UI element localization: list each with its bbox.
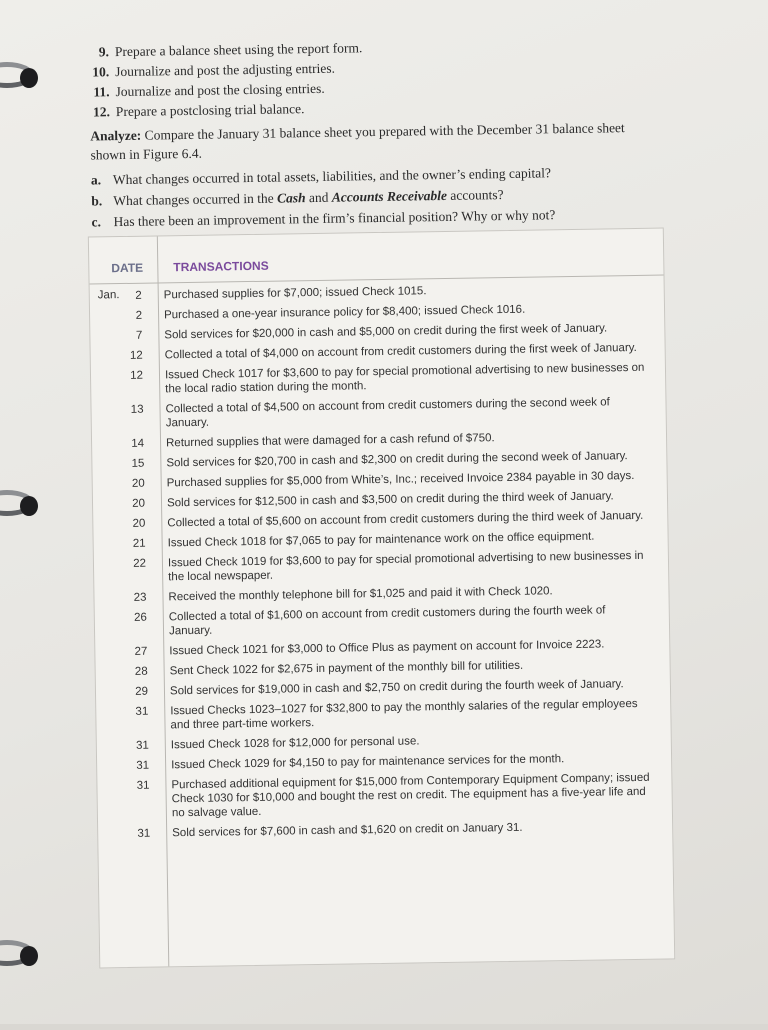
row-day: 31 xyxy=(136,779,150,792)
table-row xyxy=(97,770,672,821)
row-day: 31 xyxy=(136,759,150,772)
row-day: 23 xyxy=(133,591,147,604)
table-row xyxy=(90,321,664,344)
row-transaction: Collected a total of $5,600 on account from credit customers during the third week of January. xyxy=(167,509,644,530)
row-transaction: Purchased a one-year insurance policy for $8,400; issued Check 1016. xyxy=(163,303,526,322)
table-row xyxy=(91,341,665,364)
analysis-questions xyxy=(91,162,556,232)
row-transaction: Sent Check 1022 for $2,675 in payment of the monthly bill for utilities. xyxy=(169,659,524,678)
analyze-paragraph xyxy=(90,118,661,165)
step-text: Prepare a postclosing trial balance. xyxy=(115,101,305,120)
row-transaction: Collected a total of $1,600 on account from credit customers during the fourth week of January. xyxy=(168,604,606,638)
row-day: 28 xyxy=(134,665,148,678)
question-text-part: accounts? xyxy=(446,187,504,203)
instruction-steps xyxy=(79,38,364,122)
row-transaction: Collected a total of $4,500 on account from credit customers during the second week of January. xyxy=(165,396,610,430)
row-day: 31 xyxy=(135,705,149,718)
row-day: 22 xyxy=(133,557,147,570)
analyze-text: Compare the January 31 balance sheet you prepared with the December 31 balance sheet shown in Figure 6.4. xyxy=(90,120,625,163)
table-row xyxy=(91,361,665,398)
table-row xyxy=(92,448,666,471)
row-transaction: Purchased additional equipment for $15,000 from Contemporary Equipment Company; issued Check 1030 for $10,000 and bought the rest on credit. The equipment has a five-year life and no salvage value. xyxy=(171,771,650,820)
row-transaction: Issued Check 1028 for $12,000 for personal use. xyxy=(170,735,420,752)
month-label: Jan. xyxy=(97,289,120,302)
row-day: 13 xyxy=(130,403,144,416)
analyze-label: Analyze: xyxy=(90,127,142,144)
question-text-part: What changes occurred in the xyxy=(113,190,278,209)
row-day: 12 xyxy=(130,369,144,382)
table-row xyxy=(90,301,664,324)
transactions-table xyxy=(88,228,675,969)
table-row xyxy=(93,508,667,531)
cash-account-term: Cash xyxy=(276,190,306,206)
date-column-header: DATE xyxy=(111,260,144,276)
step-item xyxy=(80,98,364,122)
row-day: 26 xyxy=(133,611,147,624)
row-transaction: Issued Check 1019 for $3,600 to pay for special promotional advertising to new businesses in the local newspaper. xyxy=(167,549,644,584)
table-row xyxy=(92,429,666,452)
row-day: 20 xyxy=(132,517,146,530)
table-row xyxy=(94,528,668,551)
accounts-receivable-term: Accounts Receivable xyxy=(331,187,448,205)
row-day: 12 xyxy=(129,349,143,362)
row-transaction: Issued Check 1017 for $3,600 to pay for special promotional advertising to new businesses on the local radio station during the month. xyxy=(164,361,645,396)
table-row xyxy=(95,602,669,639)
table-row xyxy=(94,582,668,605)
transactions-column-header: TRANSACTIONS xyxy=(173,258,269,275)
table-row xyxy=(96,676,670,699)
row-transaction: Issued Check 1029 for $4,150 to pay for maintenance services for the month. xyxy=(171,753,565,772)
row-day: 15 xyxy=(131,457,145,470)
row-day: 7 xyxy=(135,329,143,342)
row-day: 21 xyxy=(132,537,146,550)
step-text: Journalize and post the adjusting entries. xyxy=(115,60,336,80)
table-row xyxy=(96,656,670,679)
row-day: 2 xyxy=(135,309,143,322)
table-row xyxy=(97,730,671,753)
row-day: 29 xyxy=(135,685,149,698)
row-day: 31 xyxy=(135,739,149,752)
row-transaction: Purchased supplies for $7,000; issued Check 1015. xyxy=(163,285,427,302)
row-day: 20 xyxy=(131,477,145,490)
transaction-rows xyxy=(90,281,673,848)
row-day: 2 xyxy=(135,289,142,302)
row-transaction: Received the monthly telephone bill for $1,025 and paid it with Check 1020. xyxy=(168,585,553,604)
table-row xyxy=(93,468,667,491)
row-transaction: Issued Check 1018 for $7,065 to pay for maintenance work on the office equipment. xyxy=(167,530,595,550)
table-row xyxy=(96,696,670,733)
row-transaction: Purchased supplies for $5,000 from White’s, Inc.; received Invoice 2384 payable in 30 days. xyxy=(166,470,635,490)
row-day: 20 xyxy=(132,497,146,510)
row-transaction: Returned supplies that were damaged for a cash refund of $750. xyxy=(165,432,495,450)
row-day: 14 xyxy=(131,437,145,450)
table-row xyxy=(90,281,664,304)
row-transaction: Sold services for $20,000 in cash and $5,000 on credit during the first week of January. xyxy=(164,322,608,342)
question-text: Has there been an improvement in the firm’s financial position? Why or why not? xyxy=(113,207,556,230)
row-day: 27 xyxy=(134,645,148,658)
question-letter: b. xyxy=(91,193,103,209)
table-row xyxy=(91,395,665,432)
table-row xyxy=(94,548,668,585)
table-row xyxy=(98,818,672,841)
question-text-part: and xyxy=(305,189,332,206)
step-number: 9. xyxy=(98,44,110,60)
table-row xyxy=(97,750,671,773)
row-transaction: Sold services for $19,000 in cash and $2,750 on credit during the fourth week of January. xyxy=(169,678,624,698)
row-transaction: Issued Checks 1023–1027 for $32,800 to pay the monthly salaries of the regular employees and three part-time workers. xyxy=(170,697,638,732)
table-row xyxy=(95,636,669,659)
row-transaction: Sold services for $20,700 in cash and $2,300 on credit during the second week of January. xyxy=(166,450,628,470)
question-letter: c. xyxy=(91,214,102,230)
table-header xyxy=(89,229,664,285)
step-number: 10. xyxy=(92,64,110,80)
row-transaction: Sold services for $12,500 in cash and $3,500 on credit during the third week of January. xyxy=(166,490,614,510)
step-text: Journalize and post the closing entries. xyxy=(115,80,325,100)
row-transaction: Issued Check 1021 for $3,000 to Office Plus as payment on account for Invoice 2223. xyxy=(169,638,605,658)
row-transaction: Collected a total of $4,000 on account from credit customers during the first week of January. xyxy=(164,341,637,362)
step-number: 11. xyxy=(93,84,110,100)
table-row xyxy=(93,488,667,511)
question-text: What changes occurred in total assets, liabilities, and the owner’s ending capital? xyxy=(112,165,551,188)
row-day: 31 xyxy=(137,827,151,840)
step-number: 12. xyxy=(92,104,110,120)
step-text: Prepare a balance sheet using the report form. xyxy=(114,40,363,60)
question-letter: a. xyxy=(90,172,102,188)
row-transaction: Sold services for $7,600 in cash and $1,620 on credit on January 31. xyxy=(172,821,523,840)
